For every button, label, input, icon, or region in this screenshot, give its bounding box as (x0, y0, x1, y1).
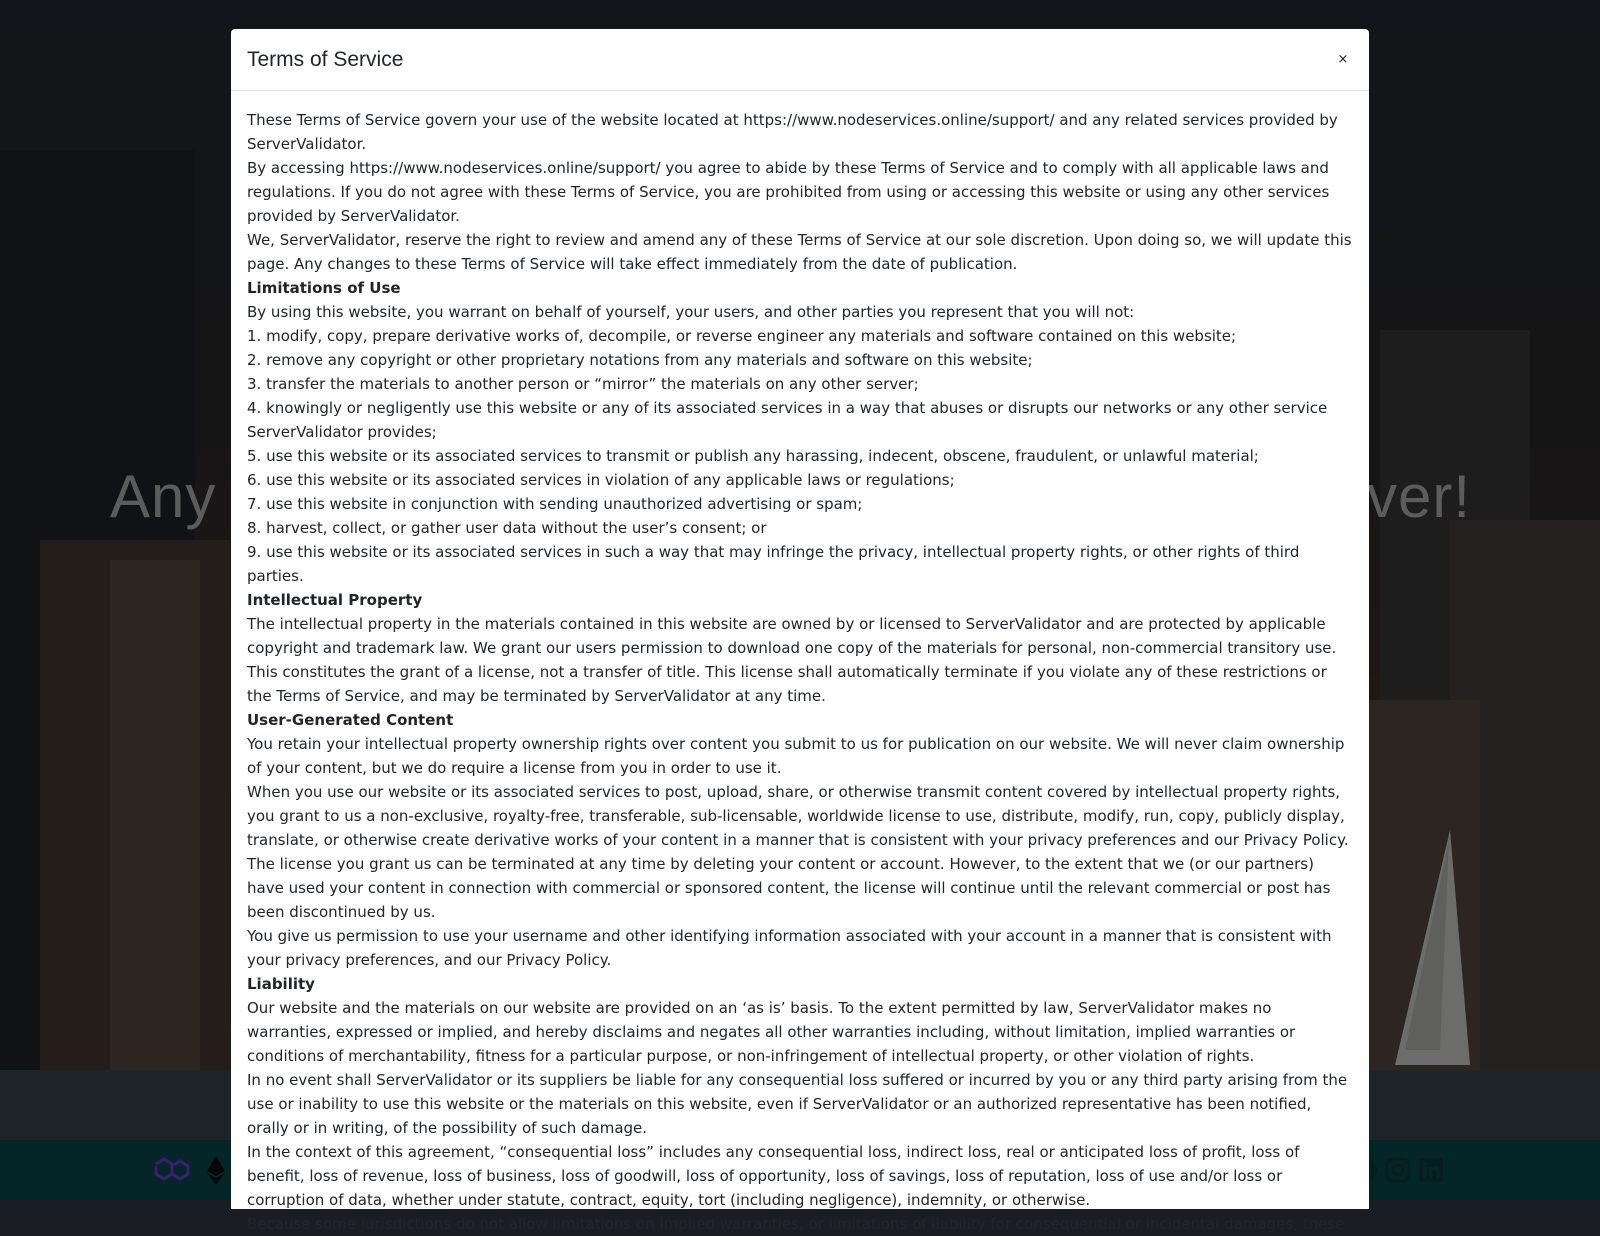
ugc-paragraph: When you use our website or its associated services to post, upload, share, or otherwise transmit content covered by intellectual property rights, you grant to us a non-exclusive, royalty-free, transferable, sub-licensable, worldwide license to use, distribute, modify, run, copy, publicly display, translate, or otherwise create derivative works of your content in a manner that is consistent with your privacy preferences and our Privacy Policy. (247, 783, 1349, 849)
modal-header (231, 29, 1369, 91)
ugc-paragraph: You retain your intellectual property ownership rights over content you submit to us for publication on our website. We will never claim ownership of your content, but we do require a license from you in order to use it. (247, 735, 1345, 777)
limitations-item: 7. use this website in conjunction with sending unauthorized advertising or spam; (247, 495, 863, 513)
limitations-item: 9. use this website or its associated services in such a way that may infringe the privacy, intellectual property rights, or other rights of third parties. (247, 543, 1300, 585)
limitations-item: 6. use this website or its associated services in violation of any applicable laws or regulations; (247, 471, 955, 489)
ip-paragraph: The intellectual property in the materials contained in this website are owned by or licensed to ServerValidator and are protected by applicable copyright and trademark law. We grant our users permission to download one copy of the materials for personal, non-commercial transitory use. (247, 615, 1337, 657)
modal-title: Terms of Service (247, 47, 404, 71)
limitations-item: 3. transfer the materials to another person or “mirror” the materials on any other server; (247, 375, 919, 393)
liability-paragraph: In no event shall ServerValidator or its suppliers be liable for any consequential loss suffered or incurred by you or any third party arising from the use or inability to use this website or the materials on this website, even if ServerValidator or an authorized representative has been notified, orally or in writing, of the possibility of such damage. (247, 1071, 1348, 1137)
section-heading-intellectual-property: Intellectual Property (247, 591, 423, 609)
terms-modal (231, 29, 1369, 1233)
intro-paragraph: These Terms of Service govern your use of the website located at https://www.nodeservices.online/support/ and any related services provided by ServerValidator. (247, 111, 1338, 153)
ugc-paragraph: You give us permission to use your username and other identifying information associated with your account in a manner that is consistent with your privacy preferences, and our Privacy Policy. (247, 927, 1332, 969)
limitations-item: 1. modify, copy, prepare derivative works of, decompile, or reverse engineer any materials and software contained on this website; (247, 327, 1237, 345)
intro-paragraph: We, ServerValidator, reserve the right to review and amend any of these Terms of Service at our sole discretion. Upon doing so, we will update this page. Any changes to these Terms of Service will take effect immediately from the date of publication. (247, 231, 1352, 273)
limitations-item: 5. use this website or its associated services to transmit or publish any harassing, indecent, obscene, fraudulent, or unlawful material; (247, 447, 1259, 465)
liability-paragraph: Our website and the materials on our website are provided on an ‘as is’ basis. To the extent permitted by law, ServerValidator makes no warranties, expressed or implied, and hereby disclaims and negates all other warranties including, without limitation, implied warranties or conditions of merchantability, fitness for a particular purpose, or non-infringement of intellectual property, or other violation of rights. (247, 999, 1296, 1065)
intro-paragraph: By accessing https://www.nodeservices.online/support/ you agree to abide by these Terms of Service and to comply with all applicable laws and regulations. If you do not agree with these Terms of Service, you are prohibited from using or accessing this website or using any other services provided by ServerValidator. (247, 159, 1330, 225)
section-heading-user-generated-content: User-Generated Content (247, 711, 454, 729)
limitations-item: 4. knowingly or negligently use this website or any of its associated services in a way that abuses or disrupts our networks or any other service ServerValidator provides; (247, 399, 1328, 441)
liability-paragraph: In the context of this agreement, “consequential loss” includes any consequential loss, indirect loss, real or anticipated loss of profit, loss of benefit, loss of revenue, loss of business, loss of goodwill, loss of opportunity, loss of savings, loss of reputation, loss of use and/or loss or corruption of data, whether under statute, contract, equity, tort (including negligence), indemnity, or otherwise. (247, 1143, 1300, 1209)
limitations-item: 2. remove any copyright or other proprietary notations from any materials and software on this website; (247, 351, 1033, 369)
close-button[interactable]: × (1333, 50, 1353, 70)
limitations-lead: By using this website, you warrant on behalf of yourself, your users, and other parties you represent that you will not: (247, 303, 1135, 321)
ugc-paragraph: The license you grant us can be terminated at any time by deleting your content or account. However, to the extent that we (or our partners) have used your content in connection with commercial or sponsored content, the license will continue until the relevant commercial or post has been discontinued by us. (247, 855, 1331, 921)
ip-paragraph: This constitutes the grant of a license, not a transfer of title. This license shall automatically terminate if you violate any of these restrictions or the Terms of Service, and may be terminated by ServerValidator at any time. (247, 663, 1327, 705)
liability-paragraph: Because some jurisdictions do not allow limitations on implied warranties, or limitations of liability for consequential or incidental damages, these (247, 1215, 1345, 1233)
section-heading-limitations: Limitations of Use (247, 279, 401, 297)
section-heading-liability: Liability (247, 975, 315, 993)
limitations-item: 8. harvest, collect, or gather user data without the user’s consent; or (247, 519, 767, 537)
modal-body (231, 91, 1369, 1236)
